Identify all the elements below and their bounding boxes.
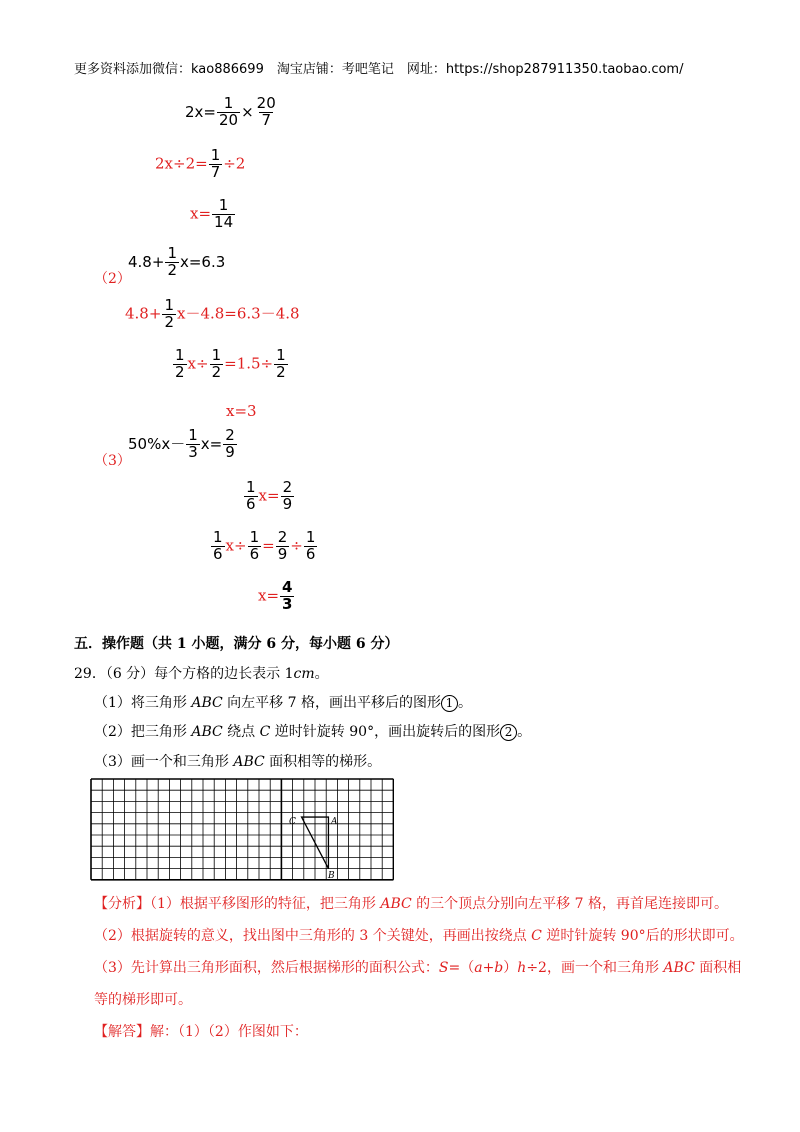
p2-line3-mid: x÷ (187, 354, 209, 373)
p3-line4-lhs: x= (258, 586, 280, 605)
answer-text: 解：（1）（2）作图如下： (150, 1024, 308, 1040)
p1-line1 (185, 96, 279, 129)
item-text: 面积相等的梯形。 (264, 754, 382, 770)
label-a: A (331, 817, 338, 827)
p3-line1-mid: x= (200, 434, 223, 453)
p1-line2-rhs: ÷2 (223, 154, 246, 173)
fraction-numerator: 1 (188, 426, 198, 444)
p3-line3-mid: x÷ (225, 536, 247, 555)
fraction-denominator: 6 (246, 494, 256, 513)
stem-end: 。 (314, 666, 329, 682)
analysis-text: ÷2，画一个和三角形 (526, 960, 664, 976)
p3-line2-mid: x= (258, 486, 280, 505)
p3-line2 (243, 480, 295, 513)
p2-line1 (128, 246, 225, 279)
fraction-denominator: 9 (225, 442, 235, 461)
fraction (304, 530, 318, 563)
fraction-denominator: 7 (210, 162, 221, 181)
label-c: C (289, 817, 296, 827)
question-item-2 (94, 721, 531, 741)
analysis-text: =（ (448, 960, 475, 976)
p1-line2-lhs: 2x÷2= (155, 154, 208, 173)
fraction-numerator: 1 (246, 478, 256, 496)
triangle-name: ABC (380, 896, 412, 912)
fraction-numerator: 1 (276, 346, 286, 364)
triangle-name: ABC (663, 960, 695, 976)
triangle-name: ABC (233, 754, 265, 770)
fraction (223, 428, 237, 461)
circled-number: 2 (500, 724, 517, 741)
fraction (274, 348, 288, 381)
fraction-numerator: 1 (218, 196, 229, 214)
stem-text: （6 分）每个方格的边长表示 1 (105, 666, 294, 682)
p2-line1-lhs: 4.8+ (128, 252, 165, 271)
fraction (217, 96, 240, 129)
times-sign: × (241, 102, 254, 121)
item-text: 绕点 (222, 724, 260, 740)
p1-line2 (155, 148, 245, 181)
circled-number: 1 (441, 695, 458, 712)
analysis-line-3 (94, 957, 741, 977)
analysis-text: 面积相 (694, 960, 742, 976)
fraction-denominator: 3 (282, 594, 293, 613)
fraction (211, 530, 225, 563)
formula-s: S (438, 960, 449, 976)
fraction (212, 198, 235, 231)
fraction-numerator: 1 (164, 296, 174, 314)
p3-line1-lhs: 50%x－ (128, 434, 186, 453)
formula-h: h (517, 960, 527, 976)
p2-line3-mid2: =1.5÷ (224, 354, 274, 373)
analysis-text: （2）根据旋转的意义，找出图中三角形的 3 个关键处，再画出按绕点 (94, 928, 532, 944)
analysis-line-1 (94, 893, 728, 913)
answer-line (94, 1021, 308, 1041)
fraction-numerator: 2 (225, 426, 235, 444)
p3-line3-mid3: ÷ (290, 536, 303, 555)
fraction-numerator: 2 (282, 478, 293, 496)
fraction-numerator: 1 (167, 244, 177, 262)
p3-line4 (258, 580, 295, 613)
fraction-denominator: 6 (305, 544, 316, 563)
point-name: C (531, 928, 542, 944)
fraction (162, 298, 176, 331)
item-text: 向左平移 7 格，画出平移后的图形 (222, 695, 441, 711)
fraction-denominator: 7 (261, 110, 271, 129)
p2-label: （2） (94, 271, 131, 287)
p1-line3-lhs: x= (190, 204, 212, 223)
p3-line3-mid2: = (262, 536, 275, 555)
fraction-numerator: 2 (277, 528, 288, 546)
question-number: 29． (74, 666, 106, 682)
fraction-denominator: 2 (175, 362, 185, 381)
section-title: 五．操作题（共 1 小题，满分 6 分，每小题 6 分） (74, 636, 399, 652)
fraction-denominator: 3 (188, 442, 198, 461)
p2-line4: x=3 (226, 402, 257, 420)
p2-line3 (172, 348, 289, 381)
item-text: 。 (517, 724, 532, 740)
fraction (186, 428, 200, 461)
fraction-denominator: 9 (277, 544, 288, 563)
fraction (248, 530, 262, 563)
fraction-numerator: 1 (213, 528, 223, 546)
question-item-1 (94, 692, 472, 712)
item-text: 逆时针旋转 90°，画出旋转后的图形 (270, 724, 501, 740)
p2-line2-lhs: 4.8+ (125, 304, 162, 323)
fraction (173, 348, 187, 381)
p2-line2-rhs: x－4.8=6.3－4.8 (176, 304, 300, 323)
fraction-denominator: 9 (282, 494, 293, 513)
fraction-numerator: 1 (210, 146, 221, 164)
question-stem (74, 663, 329, 683)
p3-line1 (128, 428, 238, 461)
item-text: （3）画一个和三角形 (94, 754, 234, 770)
fraction-denominator: 2 (167, 260, 177, 279)
question-item-3 (94, 751, 381, 771)
analysis-text: ） (503, 960, 518, 976)
fraction-denominator: 6 (249, 544, 260, 563)
page-header: 更多资料添加微信：kao886699 淘宝店铺：考吧笔记 网址：https://shop287911350.taobao.com/ (74, 62, 684, 77)
fraction (165, 246, 179, 279)
fraction-denominator: 20 (219, 110, 239, 129)
fraction-numerator: 1 (211, 346, 222, 364)
fraction-numerator: 1 (305, 528, 316, 546)
fraction-denominator: 2 (164, 312, 174, 331)
p2-line1-rhs: x=6.3 (179, 252, 226, 271)
fraction (276, 530, 290, 563)
p3-label: （3） (94, 453, 131, 469)
answer-tag: 【解答】 (94, 1024, 150, 1040)
p1-line3 (190, 198, 236, 231)
grid-figure (90, 778, 394, 882)
p2-line2 (125, 298, 300, 331)
analysis-text: 的三个顶点分别向左平移 7 格，再首尾连接即可。 (411, 896, 728, 912)
label-b: B (328, 871, 335, 881)
fraction-numerator: 20 (256, 94, 276, 112)
formula-ab: a+b (474, 960, 504, 976)
fraction (255, 96, 278, 129)
fraction-numerator: 1 (249, 528, 260, 546)
fraction-denominator: 14 (214, 212, 234, 231)
fraction-numerator: 1 (223, 94, 234, 112)
p1-line1-lhs: 2x= (185, 102, 216, 121)
analysis-text: 逆时针旋转 90°后的形状即可。 (541, 928, 744, 944)
fraction (244, 480, 258, 513)
unit: cm (293, 666, 315, 682)
analysis-text: （1）根据平移图形的特征，把三角形 (150, 896, 381, 912)
analysis-text: （3）先计算出三角形面积，然后根据梯形的面积公式： (94, 960, 439, 976)
fraction-numerator: 4 (282, 578, 293, 596)
triangle-name: ABC (191, 695, 223, 711)
triangle-name: ABC (191, 724, 223, 740)
item-text: （2）把三角形 (94, 724, 192, 740)
fraction-denominator: 2 (211, 362, 222, 381)
analysis-tag: 【分析】 (94, 896, 150, 912)
grid-lines (91, 779, 393, 880)
point-name: C (259, 724, 271, 740)
p3-line3 (210, 530, 318, 563)
item-text: 。 (458, 695, 472, 711)
analysis-line-4: 等的梯形即可。 (94, 992, 192, 1008)
fraction-denominator: 6 (213, 544, 223, 563)
item-text: （1）将三角形 (94, 695, 192, 711)
fraction-numerator: 1 (175, 346, 185, 364)
fraction (210, 348, 224, 381)
analysis-line-2 (94, 925, 744, 945)
fraction (209, 148, 223, 181)
fraction (281, 480, 295, 513)
fraction (280, 580, 294, 613)
fraction-denominator: 2 (276, 362, 286, 381)
